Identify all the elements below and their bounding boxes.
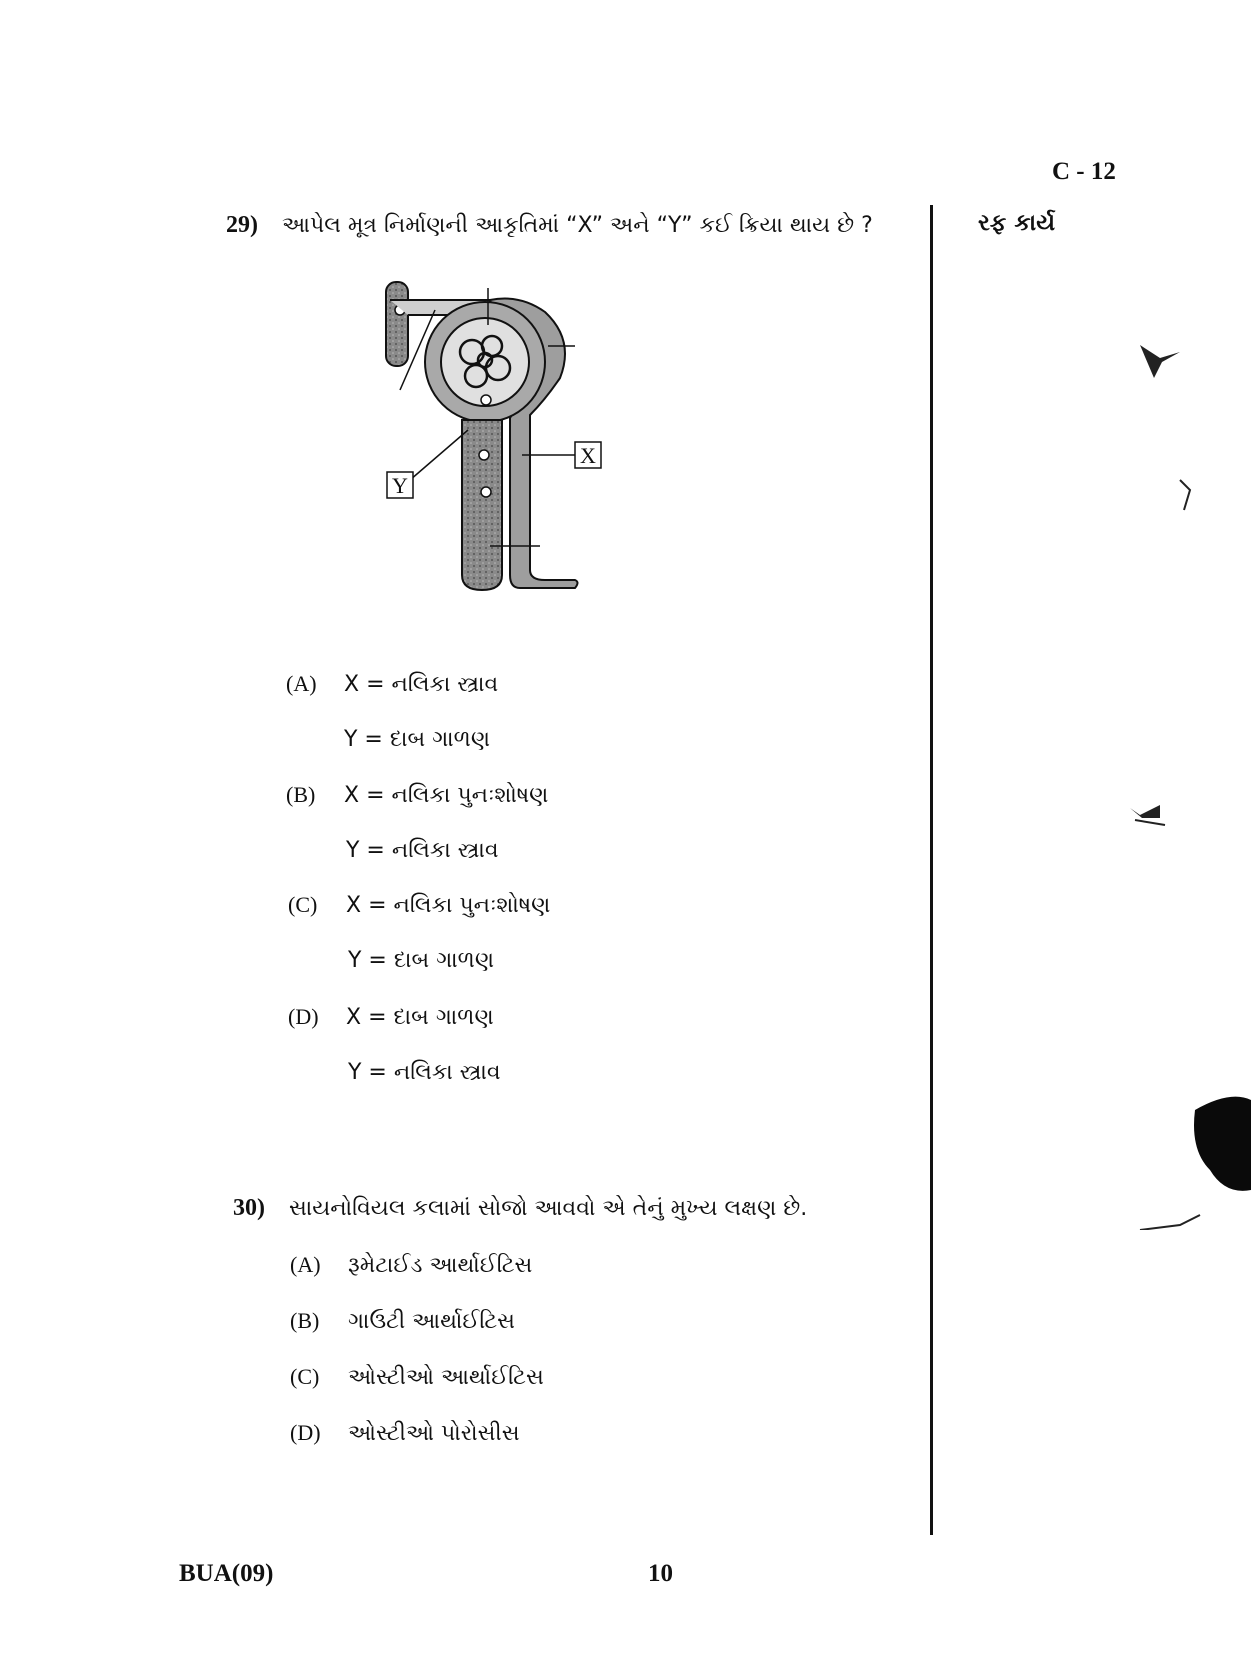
nephron-diagram bbox=[370, 270, 620, 620]
option-letter: (A) bbox=[290, 1252, 321, 1277]
option-letter: (D) bbox=[288, 1004, 319, 1029]
label-y: Y bbox=[392, 473, 408, 498]
rough-work-heading: રફ કાર્ય bbox=[978, 210, 1056, 236]
option-x-line: X = નલિકા પુનઃશોષણ bbox=[344, 783, 549, 808]
column-divider bbox=[930, 205, 933, 1535]
option-letter: (B) bbox=[290, 1308, 320, 1333]
loop-of-henle bbox=[462, 420, 502, 590]
option-letter: (B) bbox=[286, 782, 316, 807]
footer-paper-code: BUA(09) bbox=[179, 1560, 274, 1587]
question-text: આપેલ મૂત્ર નિર્માણની આકૃતિમાં “X” અને “Y” કઈ ક્રિયા થાય છે ? bbox=[282, 213, 873, 238]
q30-option-c[interactable] bbox=[290, 1364, 544, 1390]
option-letter: (C) bbox=[288, 892, 318, 917]
option-text: રૂમેટાઈડ આર્થાઈટિસ bbox=[348, 1253, 533, 1278]
blood-vessel bbox=[386, 282, 408, 366]
scan-marks bbox=[1120, 330, 1251, 1230]
q30-option-b[interactable] bbox=[290, 1308, 515, 1334]
option-text: ગાઉટી આર્થાઈટિસ bbox=[348, 1309, 515, 1334]
page-code: C - 12 bbox=[1052, 158, 1116, 185]
q29-option-b-y: Y = નલિકા સ્ત્રાવ bbox=[346, 838, 499, 863]
q29-option-a-y: Y = દાબ ગાળણ bbox=[344, 727, 490, 752]
q29-option-d-y: Y = નલિકા સ્ત્રાવ bbox=[348, 1060, 501, 1085]
option-letter: (A) bbox=[286, 671, 317, 696]
option-x-line: X = નલિકા પુનઃશોષણ bbox=[346, 893, 551, 918]
q29-option-d[interactable] bbox=[288, 1004, 494, 1030]
question-number: 30) bbox=[233, 1195, 265, 1221]
q30-option-d[interactable] bbox=[290, 1420, 520, 1446]
q29-option-c-y: Y = દાબ ગાળણ bbox=[348, 948, 494, 973]
option-x-line: X = નલિકા સ્ત્રાવ bbox=[344, 672, 499, 697]
question-number: 29) bbox=[226, 212, 258, 238]
q29-option-c[interactable] bbox=[288, 892, 550, 918]
option-x-line: X = દાબ ગાળણ bbox=[346, 1005, 494, 1030]
question-30 bbox=[233, 1195, 807, 1222]
label-x: X bbox=[580, 443, 596, 468]
q29-option-b[interactable] bbox=[286, 782, 548, 808]
option-text: ઓસ્ટીઓ પોરોસીસ bbox=[348, 1421, 520, 1446]
y-pointer bbox=[410, 430, 468, 480]
option-letter: (C) bbox=[290, 1364, 320, 1389]
question-text: સાયનોવિયલ કલામાં સોજો આવવો એ તેનું મુખ્ય લક્ષણ છે. bbox=[289, 1196, 808, 1221]
question-29 bbox=[226, 212, 873, 239]
option-letter: (D) bbox=[290, 1420, 321, 1445]
q30-option-a[interactable] bbox=[290, 1252, 532, 1278]
q29-option-a[interactable] bbox=[286, 671, 498, 697]
page-number: 10 bbox=[648, 1560, 673, 1587]
option-text: ઓસ્ટીઓ આર્થાઈટિસ bbox=[348, 1365, 544, 1390]
